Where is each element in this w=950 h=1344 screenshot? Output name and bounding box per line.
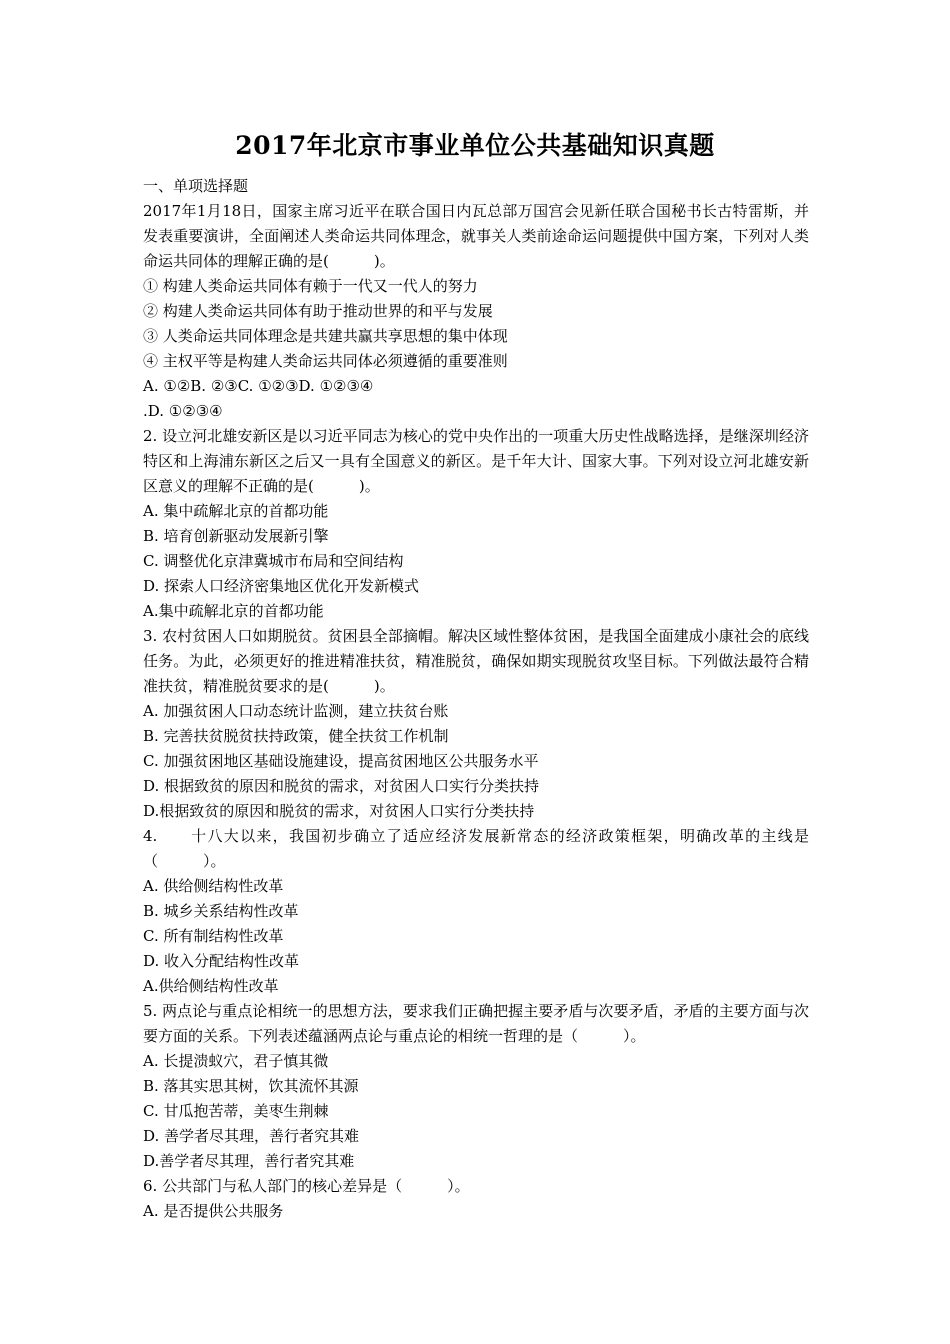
question-1-statement-4: ④ 主权平等是构建人类命运共同体必须遵循的重要准则 — [143, 352, 508, 370]
question-4-option-b: B. 城乡关系结构性改革 — [143, 902, 299, 920]
question-5-option-a: A. 长提溃蚁穴，君子慎其微 — [143, 1052, 329, 1070]
question-2-option-d: D. 探索人口经济密集地区优化开发新模式 — [143, 577, 420, 595]
question-5-option-d: D. 善学者尽其理，善行者究其难 — [143, 1127, 360, 1145]
question-3-answer: D.根据致贫的原因和脱贫的需求，对贫困人口实行分类扶持 — [143, 802, 535, 820]
question-6-option-a: A. 是否提供公共服务 — [143, 1202, 284, 1220]
question-4-stem: 4. 十八大以来，我国初步确立了适应经济发展新常态的经济政策框架，明确改革的主线是（ ）。 — [143, 827, 809, 870]
question-1-stem: 2017年1月18日，国家主席习近平在联合国日内瓦总部万国宫会见新任联合国秘书长古特雷斯，并发表重要演讲，全面阐述人类命运共同体理念，就事关人类前途命运问题提供中国方案，下列对人类命运共同体的理解正确的是( )。 — [143, 202, 809, 270]
question-2-stem: 2. 设立河北雄安新区是以习近平同志为核心的党中央作出的一项重大历史性战略选择，是继深圳经济特区和上海浦东新区之后又一具有全国意义的新区。是千年大计、国家大事。下列对设立河北雄安新区意义的理解不正确的是( )。 — [143, 427, 809, 495]
question-6-stem: 6. 公共部门与私人部门的核心差异是（ ）。 — [143, 1177, 470, 1195]
question-4-answer: A.供给侧结构性改革 — [143, 977, 279, 995]
question-4-option-d: D. 收入分配结构性改革 — [143, 952, 300, 970]
question-4-option-a: A. 供给侧结构性改革 — [143, 877, 284, 895]
question-1-statement-3: ③ 人类命运共同体理念是共建共赢共享思想的集中体现 — [143, 327, 508, 345]
question-1-options: A. ①②B. ②③C. ①②③D. ①②③④ — [143, 377, 374, 395]
question-2-option-b: B. 培育创新驱动发展新引擎 — [143, 527, 329, 545]
question-5-option-c: C. 甘瓜抱苦蒂，美枣生荆棘 — [143, 1102, 329, 1120]
question-2-answer: A.集中疏解北京的首都功能 — [143, 602, 324, 620]
question-2-option-a: A. 集中疏解北京的首都功能 — [143, 502, 329, 520]
question-1-answer: .D. ①②③④ — [143, 402, 223, 420]
question-body — [143, 174, 809, 1224]
question-3-stem: 3. 农村贫困人口如期脱贫。贫困县全部摘帽。解决区域性整体贫困，是我国全面建成小康社会的底线任务。为此，必须更好的推进精准扶贫，精准脱贫，确保如期实现脱贫攻坚目标。下列做法最符合精准扶贫，精准脱贫要求的是( )。 — [143, 627, 809, 695]
question-3-option-b: B. 完善扶贫脱贫扶持政策，健全扶贫工作机制 — [143, 727, 449, 745]
question-3-option-a: A. 加强贫困人口动态统计监测，建立扶贫台账 — [143, 702, 449, 720]
question-5-option-b: B. 落其实思其树，饮其流怀其源 — [143, 1077, 359, 1095]
question-4-option-c: C. 所有制结构性改革 — [143, 927, 284, 945]
question-3-option-d: D. 根据致贫的原因和脱贫的需求，对贫困人口实行分类扶持 — [143, 777, 540, 795]
section-heading: 一、单项选择题 — [143, 177, 249, 195]
question-2-option-c: C. 调整优化京津冀城市布局和空间结构 — [143, 552, 404, 570]
question-3-option-c: C. 加强贫困地区基础设施建设，提高贫困地区公共服务水平 — [143, 752, 539, 770]
question-5-answer: D.善学者尽其理，善行者究其难 — [143, 1152, 355, 1170]
page-title: 2017年北京市事业单位公共基础知识真题 — [235, 131, 715, 160]
question-5-stem: 5. 两点论与重点论相统一的思想方法，要求我们正确把握主要矛盾与次要矛盾，矛盾的主要方面与次要方面的关系。下列表述蕴涵两点论与重点论的相统一哲理的是（ ）。 — [143, 1002, 809, 1045]
question-1-statement-1: ① 构建人类命运共同体有赖于一代又一代人的努力 — [143, 277, 478, 295]
question-1-statement-2: ② 构建人类命运共同体有助于推动世界的和平与发展 — [143, 302, 493, 320]
